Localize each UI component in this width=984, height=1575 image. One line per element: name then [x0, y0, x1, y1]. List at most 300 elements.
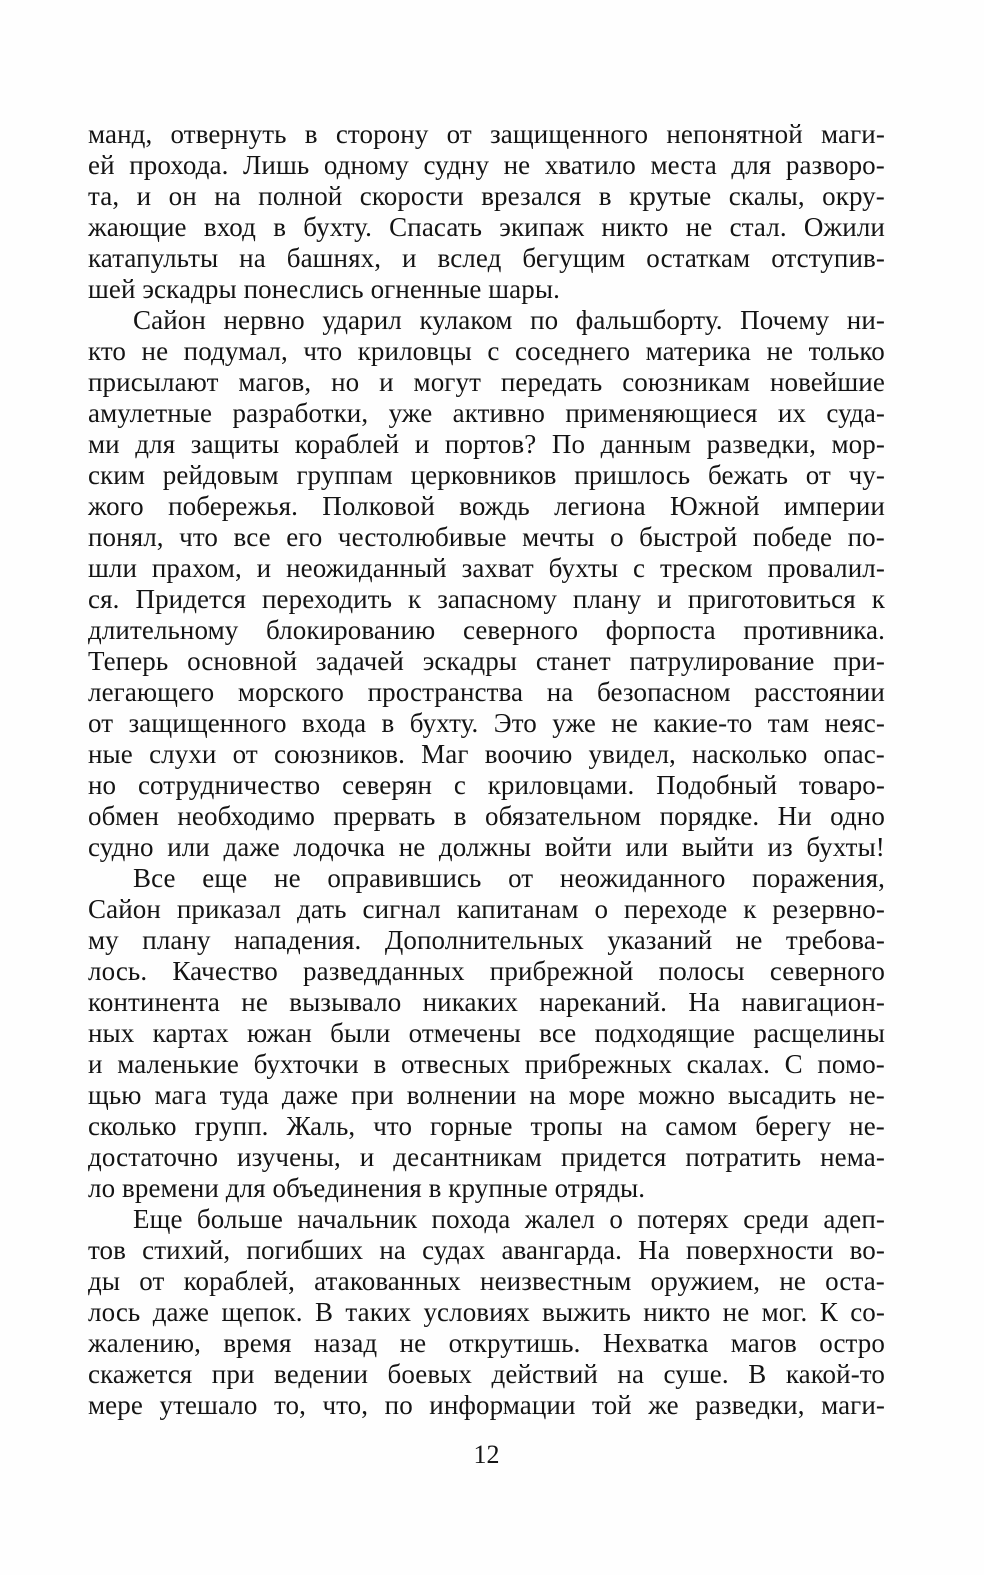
- text-line: [88, 491, 885, 522]
- text-line: [88, 677, 885, 708]
- word: не-: [849, 1080, 885, 1110]
- word: на: [239, 243, 273, 273]
- word: союзникам: [622, 367, 757, 397]
- word: отвесных: [400, 1049, 517, 1079]
- word: северного: [769, 956, 885, 986]
- word: В: [748, 1359, 774, 1389]
- word: Теперь: [88, 646, 176, 676]
- word: воочию: [484, 739, 580, 769]
- word: с: [633, 553, 652, 583]
- word: атакованных: [314, 1266, 468, 1296]
- word: боевых: [387, 1359, 479, 1389]
- word: отвернуть: [170, 119, 294, 149]
- word: тов: [88, 1235, 133, 1265]
- text-line: шей эскадры понеслись огненные шары.: [88, 274, 560, 304]
- word: Сайон: [133, 305, 213, 335]
- word: по: [384, 1390, 420, 1420]
- word: какие-то: [653, 708, 760, 738]
- word: длительному: [88, 615, 246, 645]
- word: ды: [88, 1266, 127, 1296]
- word: щью: [88, 1080, 149, 1110]
- word: ся.: [88, 584, 127, 614]
- word: обязательном: [485, 801, 649, 831]
- word: для: [135, 429, 183, 459]
- word: никто: [601, 212, 676, 242]
- word: помо-: [817, 1049, 885, 1079]
- word: Маг: [421, 739, 476, 769]
- word: и: [88, 1049, 110, 1079]
- word: защищенного: [490, 119, 655, 149]
- word: быстрой: [639, 522, 745, 552]
- text-line: [88, 1390, 885, 1421]
- word: северного: [462, 615, 585, 645]
- word: все: [539, 1018, 584, 1048]
- word: и: [414, 429, 437, 459]
- word: его: [286, 522, 330, 552]
- word: врезался: [481, 181, 589, 211]
- word: резервно-: [772, 894, 885, 924]
- word: нареканий.: [539, 987, 674, 1017]
- word: судну: [423, 150, 496, 180]
- word: кулаком: [419, 305, 520, 335]
- word: плану: [572, 584, 649, 614]
- word: окру-: [822, 181, 885, 211]
- word: стал.: [729, 212, 794, 242]
- word: больше: [196, 1204, 290, 1234]
- word: бухты: [548, 553, 625, 583]
- word: переходе: [624, 894, 735, 924]
- word: маги-: [821, 1390, 885, 1420]
- word: амулетные: [88, 398, 219, 428]
- word: крутые: [629, 181, 719, 211]
- word: при-: [833, 646, 885, 676]
- word: какой-то: [785, 1359, 885, 1389]
- word: ных: [88, 1018, 142, 1048]
- word: он: [168, 181, 204, 211]
- word: экипаж: [499, 212, 591, 242]
- word: той: [592, 1390, 639, 1420]
- text-line: [88, 584, 885, 615]
- word: от: [88, 708, 120, 738]
- word: даже: [281, 1080, 346, 1110]
- text-line: [88, 150, 885, 181]
- text-line: [88, 181, 885, 212]
- word: сколько: [88, 1111, 184, 1141]
- word: скорости: [359, 181, 471, 211]
- word: мог.: [761, 1297, 815, 1327]
- word: Ожили: [803, 212, 885, 242]
- word: самом: [665, 1111, 745, 1141]
- word: та,: [88, 181, 127, 211]
- word: жалению,: [88, 1328, 208, 1358]
- text-line: [88, 801, 885, 832]
- word: материка: [645, 336, 758, 366]
- word: войти: [544, 832, 619, 862]
- word: открутишь.: [448, 1328, 588, 1358]
- word: с: [453, 770, 473, 800]
- word: применяющиеся: [565, 398, 765, 428]
- word: на: [529, 1080, 563, 1110]
- text-line: [88, 1359, 885, 1390]
- text-line: [88, 1049, 885, 1080]
- word: назад: [313, 1328, 385, 1358]
- word: море: [568, 1080, 633, 1110]
- word: мор-: [831, 429, 885, 459]
- word: картах: [152, 1018, 236, 1048]
- text-line: [88, 1328, 885, 1359]
- word: жалел: [524, 1204, 602, 1234]
- word: щепок.: [221, 1297, 310, 1327]
- word: легающего: [88, 677, 222, 707]
- word: условиях: [423, 1297, 537, 1327]
- word: не: [779, 1266, 813, 1296]
- word: или: [167, 832, 217, 862]
- word: лось.: [88, 956, 155, 986]
- word: маленькие: [117, 1049, 246, 1079]
- word: прохода.: [129, 150, 236, 180]
- word: со-: [850, 1297, 885, 1327]
- word: вождь: [459, 491, 537, 521]
- word: кто: [88, 336, 133, 366]
- word: действий: [491, 1359, 605, 1389]
- text-line: [88, 1111, 885, 1142]
- word: чу-: [848, 460, 885, 490]
- word: ским: [88, 460, 152, 490]
- word: выжить: [542, 1297, 638, 1327]
- word: туда: [219, 1080, 276, 1110]
- text-line: [88, 925, 885, 956]
- text-line: [88, 1204, 885, 1235]
- word: и: [359, 1142, 382, 1172]
- word: катапульты: [88, 243, 226, 273]
- word: даже: [223, 832, 287, 862]
- word: ударил: [322, 305, 409, 335]
- word: капитанам: [456, 894, 586, 924]
- word: портов?: [444, 429, 544, 459]
- word: при: [351, 1080, 401, 1110]
- word: не: [735, 925, 770, 955]
- word: от: [805, 460, 838, 490]
- word: криловцы: [357, 336, 479, 366]
- word: нервно: [223, 305, 312, 335]
- word: Еще: [133, 1204, 190, 1234]
- word: разворо-: [785, 150, 885, 180]
- word: все: [233, 522, 278, 552]
- word: можно: [638, 1080, 722, 1110]
- word: изучены,: [237, 1142, 348, 1172]
- word: но: [88, 770, 123, 800]
- word: прервать: [333, 801, 443, 831]
- word: новейшие: [769, 367, 885, 397]
- word: слухи: [149, 739, 224, 769]
- word: захват: [461, 553, 541, 583]
- word: информации: [429, 1390, 583, 1420]
- word: на: [620, 1111, 655, 1141]
- word: необходимо: [177, 801, 322, 831]
- text-line: [88, 770, 885, 801]
- word: непонятной: [666, 119, 810, 149]
- word: По: [551, 429, 592, 459]
- word: требова-: [785, 925, 885, 955]
- word: даже: [152, 1297, 216, 1327]
- word: их: [777, 398, 813, 428]
- word: плану: [142, 925, 218, 955]
- word: никто: [643, 1297, 718, 1327]
- word: данным: [600, 429, 698, 459]
- word: легиона: [554, 491, 653, 521]
- word: оружием,: [650, 1266, 767, 1296]
- word: или: [625, 832, 676, 862]
- word: бежать: [707, 460, 795, 490]
- word: победе: [752, 522, 839, 552]
- word: входа: [301, 708, 373, 738]
- word: что: [373, 1111, 419, 1141]
- word: горные: [430, 1111, 520, 1141]
- word: На: [688, 987, 727, 1017]
- word: передать: [500, 367, 610, 397]
- word: в: [453, 801, 474, 831]
- word: не: [611, 708, 645, 738]
- word: полосы: [658, 956, 752, 986]
- word: башнях,: [286, 243, 388, 273]
- word: оста-: [825, 1266, 885, 1296]
- word: утешало: [159, 1390, 265, 1420]
- word: нема-: [820, 1142, 885, 1172]
- word: му: [88, 925, 126, 955]
- word: Подобный: [656, 770, 785, 800]
- word: там: [767, 708, 817, 738]
- text-line: [88, 367, 885, 398]
- text-line: [88, 460, 885, 491]
- word: приготовиться: [687, 584, 863, 614]
- word: товаро-: [798, 770, 885, 800]
- word: группам: [296, 460, 400, 490]
- word: на: [546, 677, 581, 707]
- word: вслед: [437, 243, 509, 273]
- text-line: [88, 398, 885, 429]
- word: магов: [730, 1328, 804, 1358]
- word: неизвестным: [480, 1266, 639, 1296]
- word: среди: [743, 1204, 816, 1234]
- word: высадить: [728, 1080, 844, 1110]
- word: вызывало: [289, 987, 409, 1017]
- word: были: [330, 1018, 398, 1048]
- text-line: [88, 708, 885, 739]
- word: Сайон: [88, 894, 168, 924]
- word: ные: [88, 739, 140, 769]
- word: от: [139, 1266, 172, 1296]
- word: Южной: [670, 491, 767, 521]
- text-line: [88, 615, 885, 646]
- word: ей: [88, 150, 122, 180]
- word: провалил-: [767, 553, 885, 583]
- word: рейдовым: [162, 460, 286, 490]
- word: в: [598, 181, 619, 211]
- word: и: [657, 584, 679, 614]
- word: обмен: [88, 801, 166, 831]
- word: разведки,: [695, 1390, 812, 1420]
- word: могут: [413, 367, 488, 397]
- word: подумал,: [183, 336, 295, 366]
- text-line: [88, 956, 885, 987]
- word: не: [766, 336, 800, 366]
- word: переходить: [261, 584, 399, 614]
- word: время: [223, 1328, 299, 1358]
- word: честолюбивые: [337, 522, 514, 552]
- word: погибших: [246, 1235, 371, 1265]
- word: защищенного: [128, 708, 294, 738]
- text-line: [88, 1235, 885, 1266]
- word: то,: [273, 1390, 313, 1420]
- word: от: [446, 119, 479, 149]
- word: увидел,: [588, 739, 683, 769]
- word: для: [731, 150, 779, 180]
- word: к: [871, 584, 885, 614]
- word: не: [722, 1297, 757, 1327]
- word: к: [743, 894, 764, 924]
- text-line: [88, 336, 885, 367]
- word: по-: [847, 522, 885, 552]
- word: церковников: [410, 460, 564, 490]
- word: только: [808, 336, 885, 366]
- word: уже: [388, 398, 440, 428]
- text-line: [88, 522, 885, 553]
- word: задачей: [315, 646, 411, 676]
- word: вход: [203, 212, 263, 242]
- word: криловцами.: [487, 770, 642, 800]
- word: бухту.: [409, 708, 486, 738]
- word: Дополнительных: [384, 925, 591, 955]
- word: эскадры: [422, 646, 524, 676]
- word: на: [214, 181, 248, 211]
- text-line: [88, 305, 885, 336]
- word: в: [381, 708, 402, 738]
- word: жого: [88, 491, 151, 521]
- word: К: [819, 1297, 845, 1327]
- word: берегу: [755, 1111, 839, 1141]
- word: начальник: [297, 1204, 425, 1234]
- word: не: [241, 987, 275, 1017]
- word: блокированию: [266, 615, 443, 645]
- word: при: [211, 1359, 262, 1389]
- word: Жаль,: [286, 1111, 363, 1141]
- word: лось: [88, 1297, 148, 1327]
- text-line: [88, 832, 885, 863]
- word: кораблей: [294, 429, 407, 459]
- word: остро: [819, 1328, 885, 1358]
- word: от: [508, 863, 541, 893]
- word: не: [503, 150, 538, 180]
- word: станет: [535, 646, 618, 676]
- word: что: [179, 522, 225, 552]
- text-line: [88, 1297, 885, 1328]
- word: придется: [560, 1142, 674, 1172]
- word: одному: [323, 150, 416, 180]
- word: ни-: [846, 305, 885, 335]
- word: пространства: [367, 677, 530, 707]
- word: В: [314, 1297, 340, 1327]
- word: сторону: [335, 119, 436, 149]
- word: сигнал: [362, 894, 448, 924]
- word: о: [594, 894, 615, 924]
- text-line: [88, 894, 885, 925]
- word: же: [648, 1390, 686, 1420]
- word: не: [141, 336, 175, 366]
- word: насколько: [692, 739, 815, 769]
- word: поверхности: [685, 1235, 841, 1265]
- word: маги-: [821, 119, 885, 149]
- word: на: [617, 1359, 651, 1389]
- word: прибрежной: [489, 956, 641, 986]
- word: судно: [88, 832, 161, 862]
- word: похода: [431, 1204, 518, 1234]
- word: не: [398, 832, 433, 862]
- word: и: [136, 181, 159, 211]
- word: северян: [342, 770, 439, 800]
- word: Это: [493, 708, 544, 738]
- word: манд,: [88, 119, 160, 149]
- word: нападения.: [234, 925, 369, 955]
- text-line: [88, 863, 885, 894]
- word: указаний: [607, 925, 720, 955]
- word: лодочка: [293, 832, 392, 862]
- word: сотрудничество: [137, 770, 328, 800]
- word: бегущим: [522, 243, 633, 273]
- text-line: ло времени для объединения в крупные отряды.: [88, 1173, 646, 1203]
- word: не-: [849, 1111, 885, 1141]
- word: не: [399, 1328, 434, 1358]
- word: мага: [154, 1080, 214, 1110]
- word: подходящие: [594, 1018, 742, 1048]
- word: потерях: [637, 1204, 736, 1234]
- word: запасному: [437, 584, 564, 614]
- word: дать: [297, 894, 354, 924]
- word: десантникам: [393, 1142, 549, 1172]
- word: опас-: [823, 739, 885, 769]
- word: из: [767, 832, 800, 862]
- word: что: [303, 336, 350, 366]
- word: отмечены: [408, 1018, 528, 1048]
- word: скалы,: [728, 181, 812, 211]
- word: Качество: [172, 956, 285, 986]
- word: разработки,: [232, 398, 376, 428]
- word: стихий,: [142, 1235, 238, 1265]
- text-line: [88, 1018, 885, 1049]
- word: основной: [187, 646, 304, 676]
- word: мере: [88, 1390, 150, 1420]
- text-line: [88, 243, 885, 274]
- word: безопасном: [597, 677, 738, 707]
- word: пришлось: [574, 460, 698, 490]
- word: потратить: [685, 1142, 809, 1172]
- word: во-: [849, 1235, 885, 1265]
- word: одно: [830, 801, 885, 831]
- word: от: [232, 739, 265, 769]
- word: в: [373, 1049, 394, 1079]
- word: поражения,: [752, 863, 885, 893]
- word: к: [408, 584, 429, 614]
- word: неожиданного: [559, 863, 733, 893]
- word: отступив-: [771, 243, 885, 273]
- word: адеп-: [823, 1204, 885, 1234]
- word: групп.: [194, 1111, 276, 1141]
- word: прибрежных: [524, 1049, 679, 1079]
- word: должны: [438, 832, 538, 862]
- word: неожиданный: [286, 553, 454, 583]
- word: Все: [133, 863, 183, 893]
- word: судах: [422, 1235, 493, 1265]
- word: С: [784, 1049, 810, 1079]
